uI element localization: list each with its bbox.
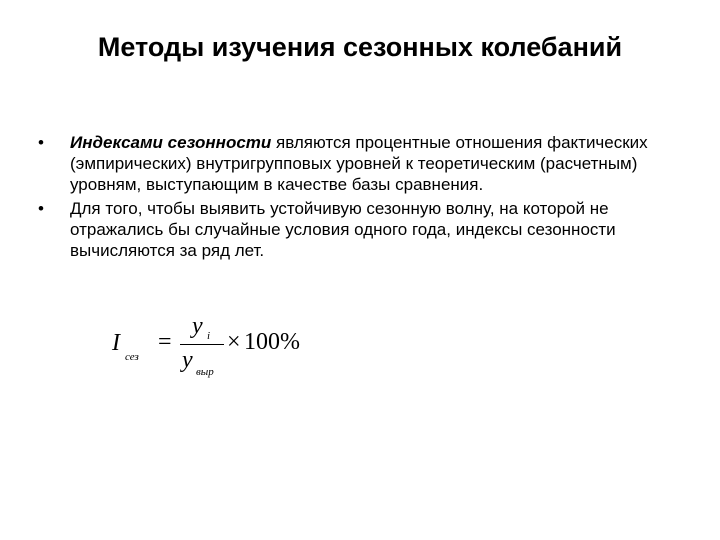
formula-denominator: y: [182, 347, 193, 373]
bullet-list: [38, 132, 678, 261]
seasonality-index-formula: [112, 312, 332, 384]
formula-numerator-subscript: i: [207, 330, 211, 342]
formula-equals: =: [158, 329, 172, 355]
formula-lhs: I: [112, 330, 120, 356]
formula-denominator-subscript: выр: [196, 366, 214, 378]
formula-lhs-subscript: сез: [125, 351, 139, 363]
formula-times: ×: [227, 329, 241, 355]
formula-numerator: y: [192, 313, 203, 339]
bullet-term: Индексами сезонности: [70, 133, 272, 152]
formula-fraction-bar: [180, 344, 224, 345]
slide-title: Методы изучения сезонных колебаний: [97, 32, 623, 62]
bullet-item-seasonality-index: [38, 132, 678, 195]
bullet-marker: •: [38, 199, 44, 218]
bullet-text: являются процентные отношения фактических (эмпирических) внутригрупповых уровней к теоретическим (расчетным) уровням, выступающим в качестве базы сравнения.: [70, 133, 648, 194]
formula-percent: 100%: [244, 329, 300, 355]
bullet-marker: •: [38, 133, 44, 152]
bullet-text: Для того, чтобы выявить устойчивую сезонную волну, на которой не отражались бы случайные условия одного года, индексы сезонности вычисляются за ряд лет.: [70, 199, 616, 260]
bullet-item-stable-wave: [38, 198, 678, 261]
